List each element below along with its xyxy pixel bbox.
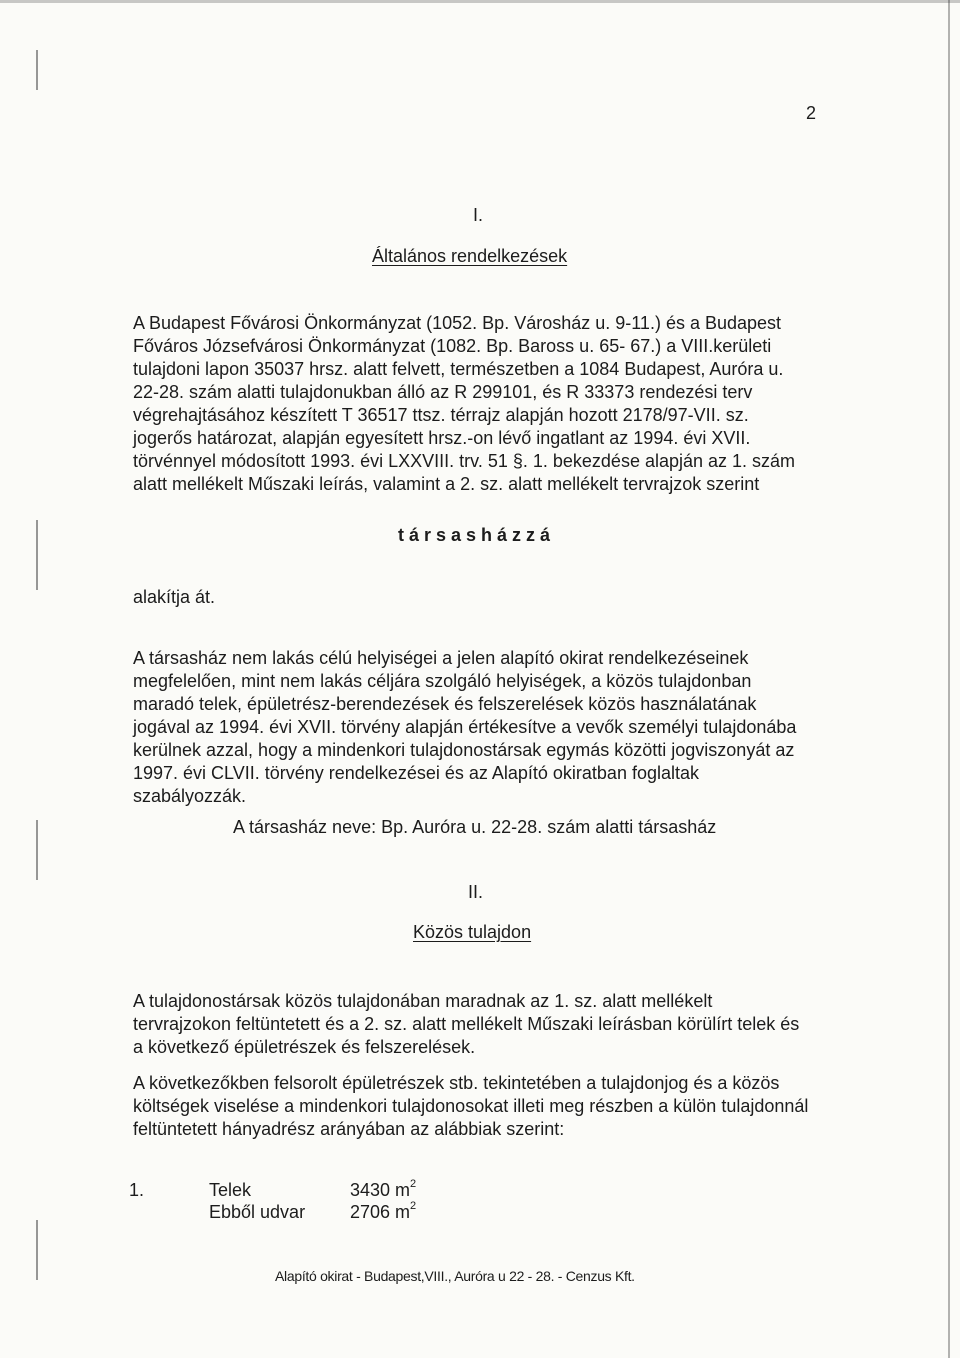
closing-text: alakítja át. bbox=[133, 587, 216, 607]
paragraph-line: 22-28. szám alatti tulajdonukban álló az R 299101, és R 33373 rendezési terv bbox=[133, 382, 753, 402]
binding-mark bbox=[36, 820, 38, 880]
paragraph-line: végrehajtásához készített T 36517 ttsz. térrajz alapján hozott 2178/97-VII. sz. bbox=[133, 405, 749, 425]
paragraph-line: jogerős határozat, alapján egyesített hrsz.-on lévő ingatlant az 1994. évi XVII. bbox=[133, 428, 751, 448]
page-number: 2 bbox=[806, 103, 817, 123]
paragraph-line: Főváros Józsefvárosi Önkormányzat (1082. Bp. Baross u. 65- 67.) a VIII.kerületi bbox=[133, 336, 772, 356]
section-1-number: I. bbox=[473, 205, 484, 225]
paragraph-line: költségek viselése a mindenkori tulajdonosokat illeti meg részben a külön tulajdonnál bbox=[133, 1096, 809, 1116]
paragraph-line: A Budapest Fővárosi Önkormányzat (1052. Bp. Városház u. 9-11.) és a Budapest bbox=[133, 313, 782, 333]
item-value-telek: 3430 $m^2$ bbox=[350, 1178, 417, 1200]
scan-top-edge bbox=[0, 0, 960, 3]
binding-mark bbox=[36, 50, 38, 90]
item-label-telek: Telek bbox=[209, 1180, 252, 1200]
paragraph-line: maradó telek, épületrész-berendezések és felszerelések közös használatának bbox=[133, 694, 757, 714]
paragraph-line: szabályozzák. bbox=[133, 786, 247, 806]
paragraph-line: A tulajdonostársak közös tulajdonában maradnak az 1. sz. alatt mellékelt bbox=[133, 991, 713, 1011]
item-label-udvar: Ebből udvar bbox=[209, 1202, 306, 1222]
paragraph-line: feltüntetett hányadrész arányában az alábbiak szerint: bbox=[133, 1119, 565, 1139]
section-2-title: Közös tulajdon bbox=[413, 922, 532, 942]
paragraph-line: A társasház nem lakás célú helyiségei a jelen alapító okirat rendelkezéseinek bbox=[133, 648, 749, 668]
item-index: 1. bbox=[129, 1180, 145, 1200]
condominium-name: A társasház neve: Bp. Auróra u. 22-28. szám alatti társasház bbox=[233, 817, 717, 837]
section-1-title: Általános rendelkezések bbox=[372, 246, 568, 266]
item-value-udvar: 2706 $m^2$ bbox=[350, 1200, 417, 1222]
spaced-word: társasházzá bbox=[398, 525, 556, 545]
paragraph-line: 1997. évi CLVII. törvény rendelkezései és az Alapító okiratban foglaltak bbox=[133, 763, 699, 783]
paragraph-line: A következőkben felsorolt épületrészek stb. tekintetében a tulajdonjog és a közös bbox=[133, 1073, 780, 1093]
section-2-paragraph-2 bbox=[133, 1072, 825, 1141]
section-2-paragraph-1 bbox=[133, 990, 825, 1059]
paragraph-line: kerülnek azzal, hogy a mindenkori tulajdonostársak egymás közötti jogviszonyát az bbox=[133, 740, 795, 760]
scan-right-edge bbox=[948, 0, 950, 1358]
page-footer: Alapító okirat - Budapest,VIII., Auróra u 22 - 28. - Cenzus Kft. bbox=[275, 1268, 635, 1284]
paragraph-line: tervrajzokon feltüntetett és a 2. sz. alatt mellékelt Műszaki leírásban körülírt telek és bbox=[133, 1014, 800, 1034]
paragraph-line: tulajdoni lapon 35037 hrsz. alatt felvett, természetben a 1084 Budapest, Auróra u. bbox=[133, 359, 784, 379]
section-1-paragraph-2 bbox=[133, 647, 825, 808]
section-2-number: II. bbox=[468, 882, 484, 902]
unit-superscript: 2 bbox=[410, 1178, 417, 1190]
binding-mark bbox=[36, 1220, 38, 1280]
paragraph-line: a következő épületrészek és felszerelések. bbox=[133, 1037, 476, 1057]
unit-superscript: 2 bbox=[410, 1200, 417, 1212]
binding-mark bbox=[36, 520, 38, 590]
paragraph-line: alatt mellékelt Műszaki leírás, valamint a 2. sz. alatt mellékelt tervrajzok szerint bbox=[133, 474, 760, 494]
paragraph-line: megfelelően, mint nem lakás céljára szolgáló helyiségek, a közös tulajdonban bbox=[133, 671, 752, 691]
section-1-paragraph bbox=[133, 312, 825, 496]
paragraph-line: jogával az 1994. évi XVII. törvény alapján értékesítve a vevők személyi tulajdonába bbox=[133, 717, 797, 737]
paragraph-line: törvénnyel módosított 1993. évi LXXVIII. trv. 51 §. 1. bekezdése alapján az 1. szám bbox=[133, 451, 796, 471]
